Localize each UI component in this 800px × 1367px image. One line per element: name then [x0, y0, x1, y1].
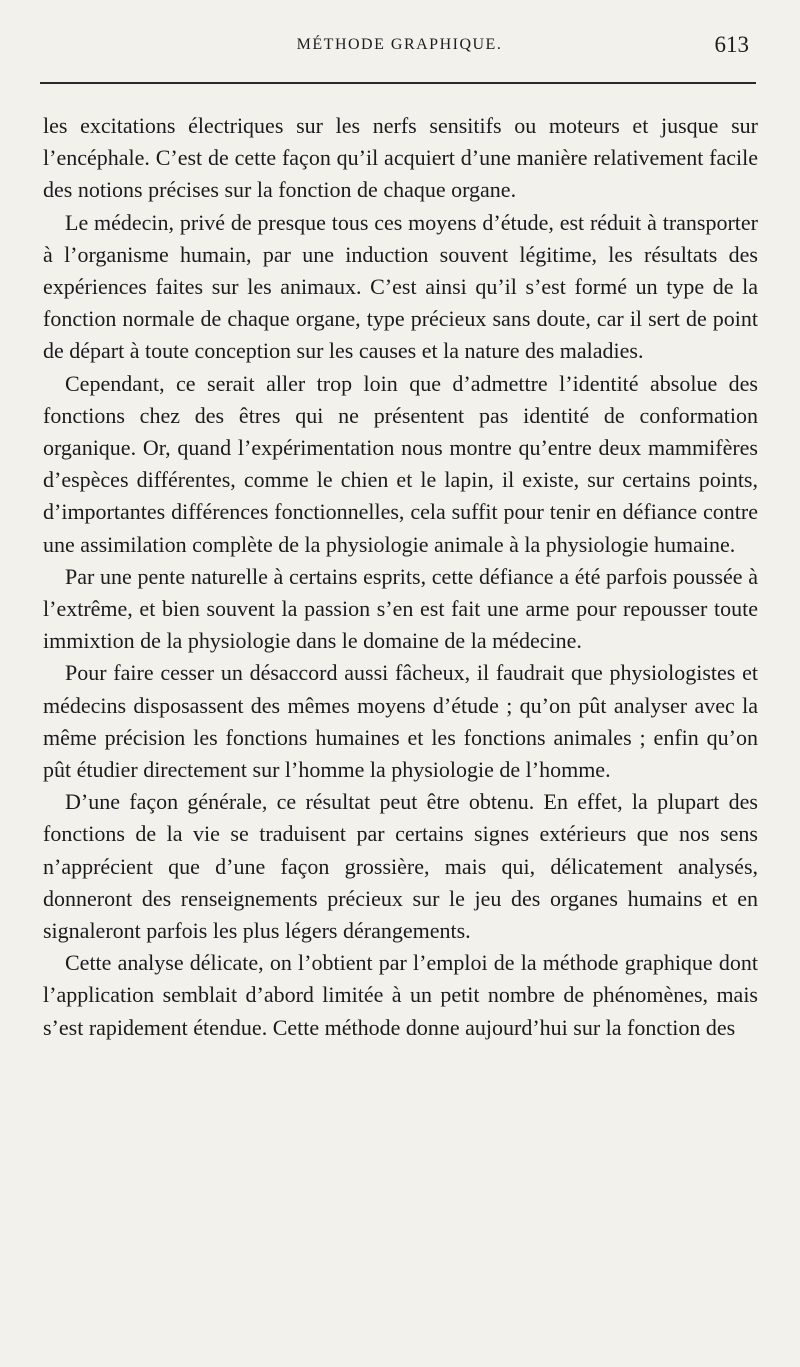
paragraph: Pour faire cesser un désaccord aussi fâcheux, il faudrait que physiologistes et médecins disposassent des mêmes moyens d’étude ; qu’on pût analyser avec la même précision les fonctions humaines et les fonctions animales ; enfin qu’on pût étudier directement sur l’homme la physiologie de l’homme. [43, 660, 758, 783]
paragraph: Cette analyse délicate, on l’obtient par l’emploi de la méthode graphique dont l’application semblait d’abord limitée à un petit nombre de phénomènes, mais s’est rapidement étendue. Cette méthode donne aujourd’hui sur la fonction des [43, 950, 758, 1040]
header-rule [40, 82, 756, 84]
paragraph: Le médecin, privé de presque tous ces moyens d’étude, est réduit à transporter à l’organisme humain, par une induction souvent légitime, les résultats des expériences faites sur les animaux. C’est ainsi qu’il s’est formé un type de la fonction normale de chaque organe, type précieux sans doute, car il sert de point de départ à toute conception sur les causes et la nature des maladies. [43, 209, 758, 364]
page-header [42, 30, 757, 70]
paragraph: Par une pente naturelle à certains esprits, cette défiance a été parfois poussée à l’extrême, et bien souvent la passion s’en est fait une arme pour repousser toute immixtion de la physiologie dans le domaine de la médecine. [43, 563, 758, 654]
paragraph: Cependant, ce serait aller trop loin que d’admettre l’identité absolue des fonctions chez des êtres qui ne présentent pas identité de conformation organique. Or, quand l’expérimentation nous montre qu’entre deux mammifères d’espèces différentes, comme le chien et le lapin, il existe, sur certains points, d’importantes différences fonctionnelles, cela suffit pour tenir en défiance contre une assimilation complète de la physiologie animale à la physiologie humaine. [43, 370, 758, 557]
body-text [43, 110, 758, 1044]
paragraph: les excitations électriques sur les nerfs sensitifs ou moteurs et jusque sur l’encéphale. C’est de cette façon qu’il acquiert d’une manière relativement facile des notions précises sur la fonction de chaque organe. [43, 113, 758, 203]
page-number: 613 [714, 32, 749, 57]
running-title: MÉTHODE GRAPHIQUE. [296, 36, 503, 53]
paragraph: D’une façon générale, ce résultat peut être obtenu. En effet, la plupart des fonctions de la vie se traduisent par certains signes extérieurs que nos sens n’apprécient que d’une façon grossière, mais qui, délicatement analysés, donneront des renseignements précieux sur le jeu des organes humains et en signaleront parfois les plus légers dérangements. [43, 789, 758, 944]
